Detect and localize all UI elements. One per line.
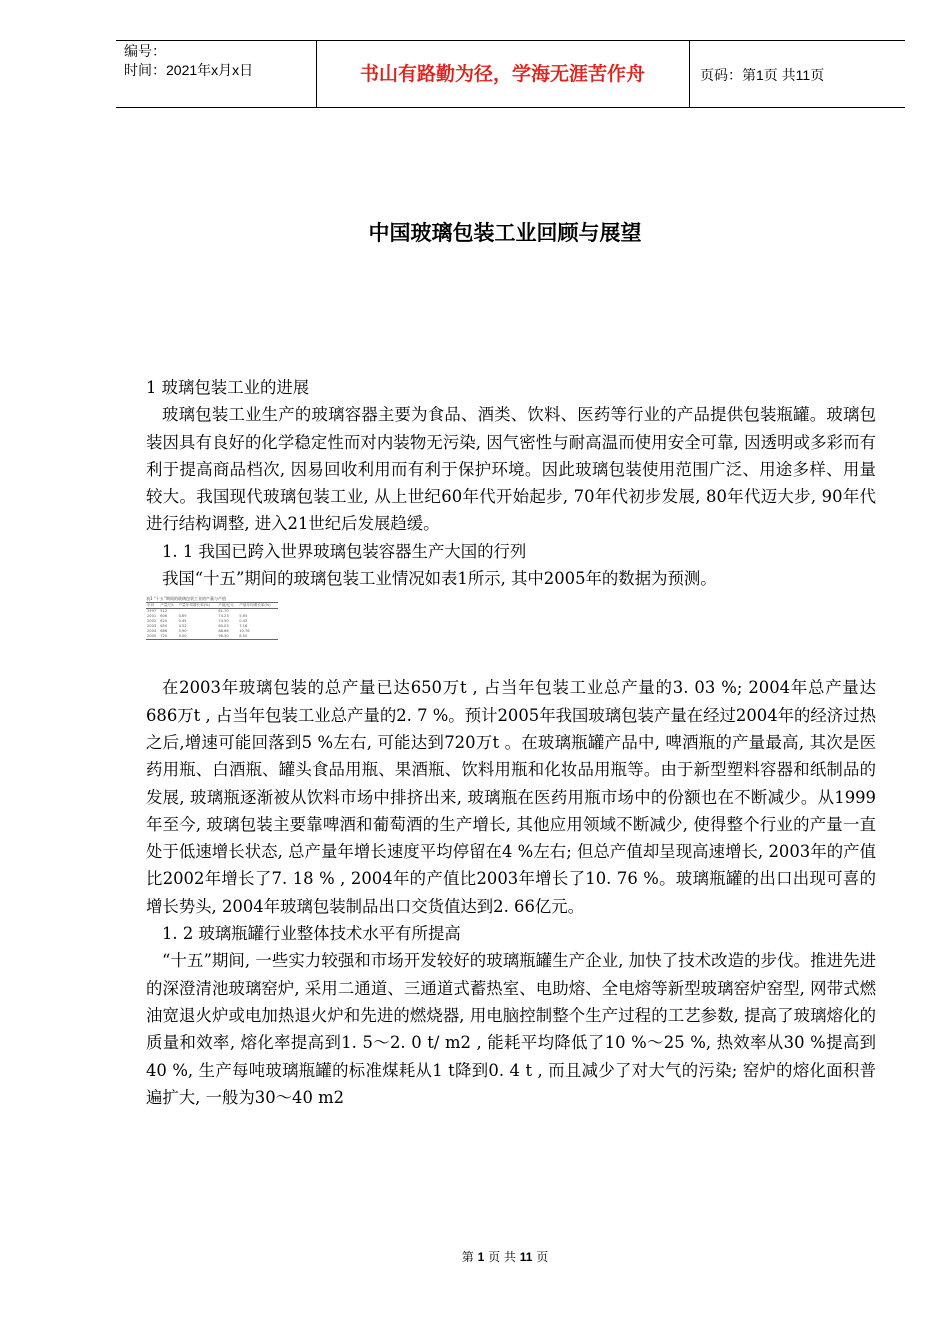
table-cell: 0.69	[178, 614, 187, 619]
table-cell: 80.03	[218, 624, 229, 629]
motto: 书山有路勤为径，学海无涯苦作舟	[359, 63, 645, 85]
number-label: 编号：	[124, 43, 166, 59]
table-header: 产量/万t	[159, 603, 177, 609]
table-cell: 650	[160, 624, 168, 629]
table-header: 产量年均增长率(%)	[178, 603, 218, 609]
table-cell: 606	[160, 614, 168, 619]
table-header: 产值/亿元	[217, 603, 238, 609]
table-cell: 2001	[147, 614, 157, 619]
footer-suffix: 页	[536, 1250, 549, 1264]
footer-total-pages: 11	[519, 1250, 533, 1264]
table-header: 产值年均增长率(%)	[238, 603, 278, 609]
table-caption: 表1 “十五”期间的玻璃包装工业的产量与产值	[146, 596, 226, 602]
table-cell: 2005	[146, 634, 159, 640]
section-heading-1: 1 玻璃包装工业的进展	[146, 378, 310, 397]
paragraph: 我国“十五”期间的玻璃包装工业情况如表1所示, 其中2005年的数据为预测。	[162, 569, 717, 589]
table-cell: 512	[160, 609, 168, 614]
subsection-heading-1-2: 1. 2 玻璃瓶罐行业整体技术水平有所提高	[162, 924, 461, 944]
paragraph: 玻璃包装工业生产的玻璃容器主要为食品、酒类、饮料、医药等行业的产品提供包装瓶罐。玻璃包装因具有良好的化学稳定性而对内装物无污染, 因气密性与耐高温而使用安全可靠, 因透明或多彩而有利于提高商品档次, 因易回收利用而有利于保护环境。因此玻璃包装使用范围广泛、用途多样、用量较大。我国现代玻璃包装工业, 从上世纪60年代开始起步, 70年代初步发展, 80年代迈大步, 90年代进行结构调整, 进入21世纪后发展趋缓。	[146, 405, 876, 534]
document-body	[146, 374, 876, 1111]
page-footer	[0, 1249, 950, 1265]
table-cell: 5.00	[178, 634, 218, 640]
document-title: 中国玻璃包装工业回顾与展望	[368, 220, 642, 245]
table-cell: 2002	[147, 619, 157, 624]
header-meta-cell	[116, 41, 317, 107]
table-cell: 74.50	[218, 619, 229, 624]
table-cell: 2004	[147, 629, 157, 634]
table-1	[146, 596, 278, 640]
table-cell: 61.70	[218, 609, 229, 614]
paragraph: 在2003年玻璃包装的总产量已达650万t , 占当年包装工业总产量的3. 03 %; 2004年总产量达686万t , 占当年包装工业总产量的2. 7 %。预计2005年我国玻璃包装产量在经过2004年的经济过热之后,增速可能回落到5 %左右, 可能达到720万t 。在玻璃瓶罐产品中, 啤酒瓶的产量最高, 其次是医药用瓶、白酒瓶、罐头食品用瓶、果酒瓶、饮料用瓶和化妆品用瓶等。由于新型塑料容器和纸制品的发展, 玻璃瓶逐渐被从饮料市场中排挤出来, 玻璃瓶在医药用瓶市场中的份额也在不断减少。从1999年至今, 玻璃包装主要靠啤酒和葡萄酒的生产增长, 其他应用领域不断减少, 使得整个行业的产量一直处于低速增长状态, 总产量年增长速度平均停留在4 %左右; 但总产值却呈现高速增长, 2003年的产值比2002年增长了7. 18 % , 2004年的产值比2003年增长了10. 76 %。玻璃瓶罐的出口出现可喜的增长势头, 2004年玻璃包装制品出口交货值达到2. 66亿元。	[146, 678, 876, 916]
header-page-cell	[690, 41, 905, 107]
table-header: 年份	[146, 603, 159, 609]
footer-page-number: 1	[477, 1250, 485, 1264]
table-cell: 4.52	[178, 624, 187, 629]
table-cell: 74.23	[218, 614, 229, 619]
table-cell: 5.90	[178, 629, 187, 634]
table-1-image	[146, 596, 278, 666]
subsection-heading-1-1: 1. 1 我国已跨入世界玻璃包装容器生产大国的行列	[162, 541, 527, 561]
table-cell: 8.50	[238, 634, 278, 640]
footer-prefix: 第	[461, 1250, 474, 1264]
table-cell: 686	[160, 629, 168, 634]
page-label: 页码：第1页 共11页	[700, 67, 825, 83]
header-motto-cell	[316, 41, 690, 107]
table-cell: 5.65	[239, 614, 248, 619]
table-cell: 10.76	[239, 629, 250, 634]
table-cell: 96.30	[217, 634, 238, 640]
table-cell: 620	[160, 619, 168, 624]
table-cell: 720	[159, 634, 177, 640]
time-label: 时间：2021年x月x日	[124, 62, 254, 78]
table-cell: 7.18	[239, 624, 248, 629]
table-cell: 1997	[147, 609, 157, 614]
table-cell: 2003	[147, 624, 157, 629]
table-cell: 0.45	[239, 619, 248, 624]
table-cell: 0.45	[178, 619, 187, 624]
footer-middle: 页 共	[488, 1250, 516, 1264]
table-cell: 88.66	[218, 629, 229, 634]
paragraph: “十五”期间, 一些实力较强和市场开发较好的玻璃瓶罐生产企业, 加快了技术改造的步伐。推进先进的深澄清池玻璃窑炉, 采用二通道、三通道式蓄热室、电助熔、全电熔等新型玻璃窑炉窑型, 网带式燃油宽退火炉或电加热退火炉和先进的燃烧器, 用电脑控制整个生产过程的工艺参数, 提高了玻璃熔化的质量和效率, 熔化率提高到1. 5～2. 0 t/ m2 , 能耗平均降低了10 %～25 %, 热效率从30 %提高到40 %, 生产每吨玻璃瓶罐的标准煤耗从1 t降到0. 4 t , 而且减少了对大气的污染; 窑炉的熔化面积普遍扩大, 一般为30～40 m2	[146, 951, 876, 1107]
table-row	[146, 634, 278, 640]
page-header	[116, 40, 905, 108]
